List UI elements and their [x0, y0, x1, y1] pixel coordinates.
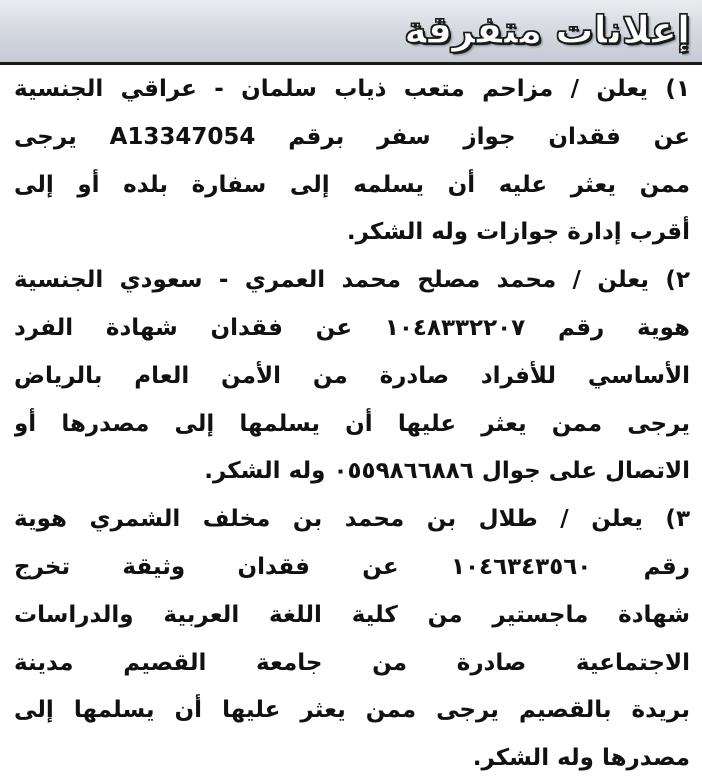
- section-header: [0, 0, 702, 65]
- notice-3: [14, 496, 690, 780]
- notice-1: [14, 66, 690, 257]
- notice-line: الاتصال على جوال ٠٥٥٩٨٦٦٨٨٦ وله الشكر.: [204, 458, 690, 485]
- notice-line: بريدة بالقصيم يرجى ممن يعثر عليها أن يسلمها إلى: [14, 697, 690, 724]
- notices-column: [14, 66, 690, 780]
- notice-line: رقم ١٠٤٦٣٤٣٥٦٠ عن فقدان وثيقة تخرج: [14, 553, 690, 580]
- notice-line: أقرب إدارة جوازات وله الشكر.: [346, 219, 690, 246]
- notice-2: [14, 257, 690, 496]
- notice-line: الأساسي للأفراد صادرة من الأمن العام بالرياض: [14, 362, 690, 389]
- notice-line: ممن يعثر عليه أن يسلمه إلى سفارة بلده أو إلى: [14, 171, 690, 198]
- notice-line: ٣) يعلن / طلال بن محمد بن مخلف الشمري هوية: [14, 506, 690, 533]
- section-title: إعلانات متفرقة: [404, 8, 690, 52]
- notice-line: ٢) يعلن / محمد مصلح محمد العمري - سعودي الجنسية: [14, 267, 690, 294]
- notice-line: هوية رقم ١٠٤٨٣٣٢٢٠٧ عن فقدان شهادة الفرد: [14, 314, 690, 341]
- notice-line: يرجى ممن يعثر عليها أن يسلمها إلى مصدرها أو: [14, 410, 690, 437]
- notice-line: ١) يعلن / مزاحم متعب ذياب سلمان - عراقي الجنسية: [14, 76, 690, 102]
- notice-line: شهادة ماجستير من كلية اللغة العربية والدراسات: [14, 601, 690, 628]
- notice-line: مصدرها وله الشكر.: [472, 745, 690, 772]
- notice-line: عن فقدان جواز سفر برقم A13347054 يرجى: [14, 123, 690, 150]
- notice-line: الاجتماعية صادرة من جامعة القصيم مدينة: [14, 649, 690, 676]
